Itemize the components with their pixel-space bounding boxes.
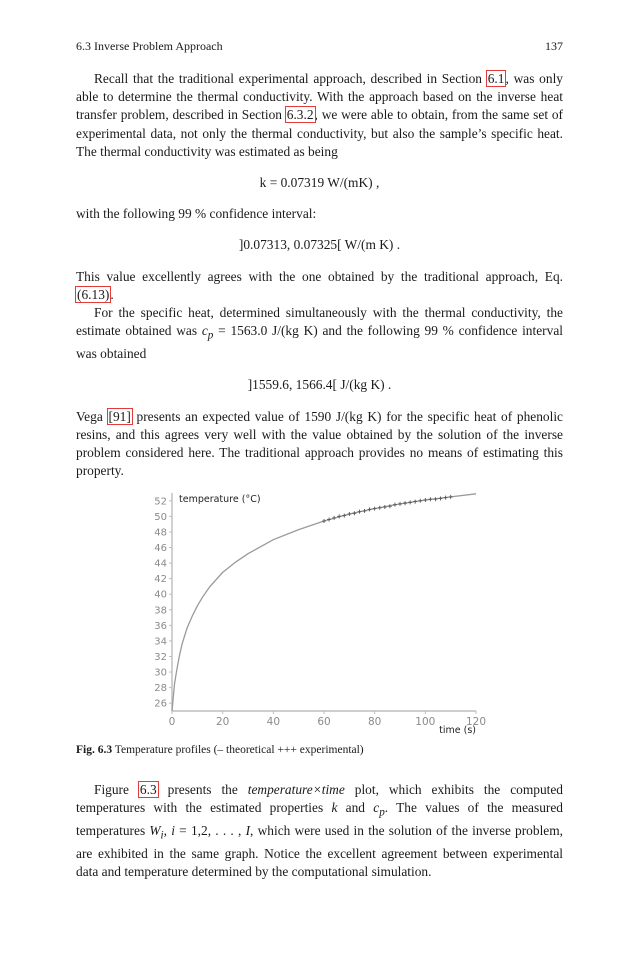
body-text-bottom — [76, 781, 563, 881]
experimental-point — [352, 511, 356, 515]
y-tick-label: 32 — [154, 652, 167, 663]
experimental-point — [449, 495, 453, 499]
x-tick-label: 0 — [168, 716, 176, 728]
paragraph-5: Vega [91] presents an expected value of 1590 J/(kg K) for the specific heat of phenolic resins, and this agrees very well with the value obtained by the solution of the inverse problem considered here. The traditional approach provides no means of estimating this property. — [76, 408, 564, 479]
y-tick-label: 40 — [154, 589, 167, 601]
x-tick-label: 60 — [317, 716, 331, 728]
y-tick-label: 52 — [154, 496, 167, 508]
link-section-6-1[interactable]: 6.1 — [487, 71, 505, 86]
paragraph-2: with the following 99 % confidence interval: — [76, 206, 317, 222]
x-tick-label: 100 — [415, 716, 436, 728]
paragraph-4: For the specific heat, determined simultaneously with the thermal conductivity, the estimate obtained was $c_p = 1563.0$ J/(kg K) and the following 99 % confidence interval was obtained — [76, 305, 563, 362]
experimental-point — [332, 516, 336, 520]
y-tick-label: 26 — [154, 698, 167, 710]
experimental-point — [373, 507, 377, 511]
temperature-time-chart — [140, 487, 490, 737]
experimental-point — [322, 519, 326, 523]
page-number: 137 — [545, 39, 563, 53]
chart-series — [172, 494, 476, 711]
paragraph-1: Recall that the traditional experimental approach, described in Section 6.1, was only able to determine the thermal conductivity. With the approach based on the inverse heat transfer problem, described in Section 6.3.2, we were able to obtain, from the same set of experimental data, not only the thermal conductivity, but also the sample’s specific heat. The thermal conductivity was estimated as being — [76, 71, 563, 159]
theoretical-curve — [172, 494, 476, 711]
figure-caption — [76, 744, 563, 756]
experimental-point — [428, 497, 432, 501]
experimental-point — [383, 505, 387, 509]
x-tick-label: 40 — [266, 716, 281, 728]
experimental-point — [444, 496, 448, 500]
y-tick-label: 34 — [154, 636, 167, 648]
running-header — [76, 39, 563, 54]
equation-interval-k: ]0.07313, 0.07325[ W/(m K) . — [238, 237, 401, 253]
link-section-6-3-2[interactable]: 6.3.2 — [286, 107, 314, 123]
experimental-point — [327, 517, 331, 521]
body-text-top — [76, 70, 563, 480]
chart-axes — [172, 493, 476, 711]
link-eq-6-13[interactable]: (6.13) — [77, 286, 110, 302]
experimental-point — [363, 509, 367, 513]
experimental-point — [423, 498, 427, 502]
y-tick-label: 48 — [154, 527, 167, 539]
experimental-point — [342, 514, 346, 518]
link-ref-91[interactable]: [91] — [108, 408, 131, 424]
experimental-point — [347, 512, 351, 516]
y-axis-label: temperature (°C) — [179, 494, 261, 505]
experimental-point — [368, 507, 372, 511]
y-tick-label: 38 — [154, 605, 167, 617]
x-tick-label: 80 — [367, 716, 382, 728]
experimental-point — [388, 504, 392, 508]
section-title: 6.3 Inverse Problem Approach — [76, 39, 223, 53]
paragraph-3: This value excellently agrees with the one obtained by the traditional approach, Eq. (6.13). — [76, 268, 563, 302]
experimental-point — [439, 496, 443, 500]
y-tick-label: 44 — [154, 558, 167, 570]
experimental-point — [378, 506, 382, 510]
x-tick-label: 20 — [215, 716, 230, 728]
figure-label: Fig. 6.3 — [76, 744, 113, 756]
x-tick-label: 120 — [465, 716, 487, 728]
figure-caption-text: Temperature profiles (– theoretical +++ experimental) — [112, 744, 364, 756]
paragraph-6: Figure 6.3 presents the temperature×time plot, which exhibits the computed temperatures with the estimated properties k and $c_p$. The values of the measured temperatures $W_i$, i = 1,2, . . . , I, which were used in the solution of the inverse problem, are exhibited in the same graph. Notice the excellent agreement between experimental data and temperature determined by the computational simulation. — [76, 782, 563, 880]
experimental-point — [357, 510, 361, 514]
y-tick-label: 46 — [154, 543, 167, 554]
y-tick-labels — [154, 496, 172, 709]
y-tick-label: 50 — [154, 511, 167, 523]
link-figure-6-3[interactable]: 6.3 — [139, 782, 157, 797]
experimental-point — [393, 503, 397, 507]
x-axis-label: time (s) — [439, 725, 476, 736]
experimental-point — [408, 500, 412, 504]
y-tick-label: 42 — [154, 574, 167, 586]
experimental-point — [413, 500, 417, 504]
experimental-point — [398, 502, 402, 506]
experimental-point — [433, 497, 437, 501]
experimental-point — [418, 499, 422, 503]
y-tick-label: 36 — [154, 620, 167, 632]
y-tick-label: 30 — [154, 667, 167, 679]
y-tick-label: 28 — [154, 683, 167, 695]
equation-interval-cp: ]1559.6, 1566.4[ J/(kg K) . — [247, 377, 392, 393]
experimental-point — [403, 501, 407, 505]
equation-k: k = 0.07319 W/(mK) , — [259, 175, 380, 191]
